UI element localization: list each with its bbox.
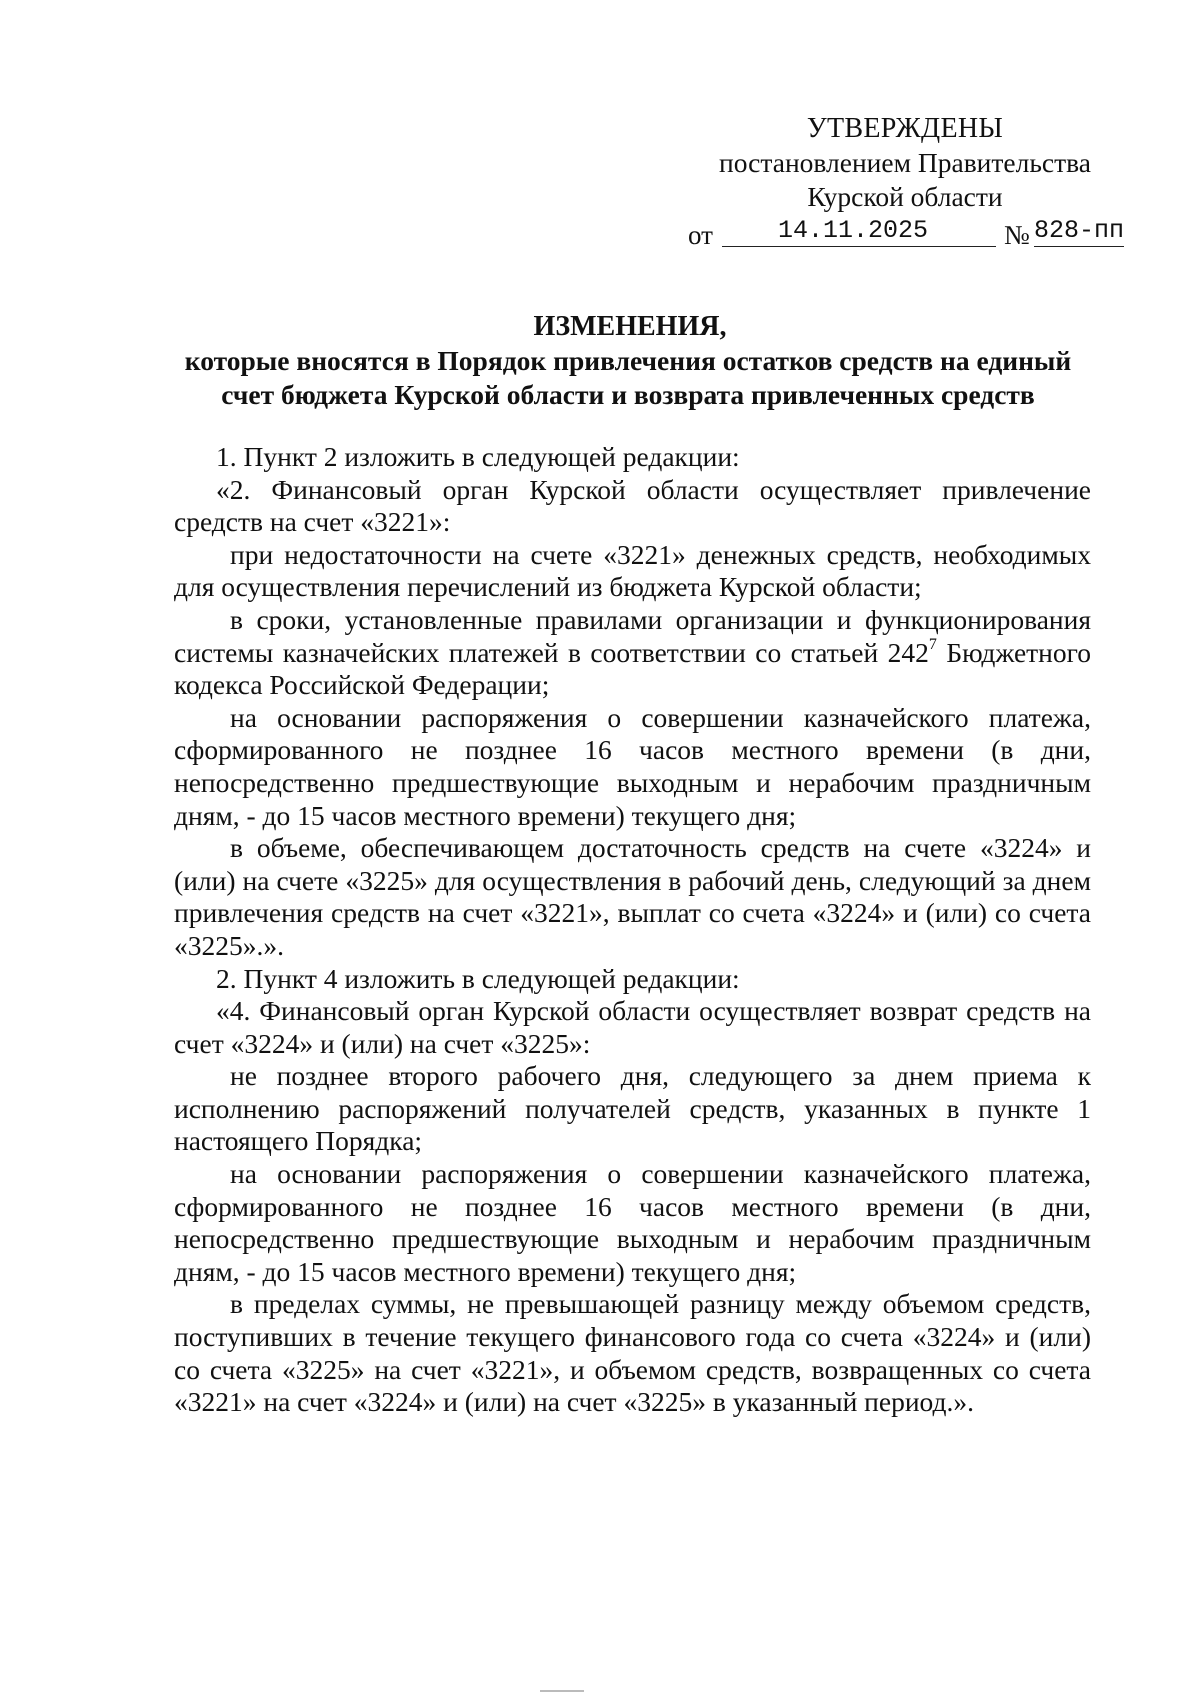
paragraph: [174, 604, 1091, 702]
paragraph: в пределах суммы, не превышающей разницу между объемом средств, поступивших в течение текущего финансового года со счета «3224» и (или) со счета «3225» на счет «3221», и объемом средств, возвращенных со счета «3221» на счет «3224» и (или) на счет «3225» в указанный период.».: [174, 1288, 1091, 1418]
approval-block: [690, 112, 1120, 214]
paragraph: «4. Финансовый орган Курской области осуществляет возврат средств на счет «3224» и (или) на счет «3225»:: [174, 995, 1091, 1059]
approval-line-2: Курской области: [807, 181, 1003, 212]
document-title: ИЗМЕНЕНИЯ,: [533, 311, 727, 342]
paragraph: «2. Финансовый орган Курской области осуществляет привлечение средств на счет «3221»:: [174, 473, 1091, 538]
decree-date: 14.11.2025: [778, 216, 929, 245]
paragraph: в объеме, обеспечивающем достаточность средств на счете «3224» и (или) на счете «3225» для осуществления в рабочий день, следующий за днем привлечения средств на счет «3221», выплат со счета «3224» и (или) со счета «3225».».: [174, 832, 1091, 961]
decree-number: 828-пп: [1034, 216, 1125, 245]
approval-heading: УТВЕРЖДЕНЫ: [806, 113, 1004, 144]
article-superscript: 7: [928, 635, 937, 653]
date-number-row: [686, 216, 1126, 252]
date-prefix: от: [688, 220, 713, 250]
paragraph: 1. Пункт 2 изложить в следующей редакции:: [216, 441, 740, 472]
paragraph: на основании распоряжения о совершении казначейского платежа, сформированного не позднее 16 часов местного времени (в дни, непосредственно предшествующие выходным и нерабочим праздничным дням, - до 15 часов местного времени) текущего дня;: [174, 701, 1091, 831]
document-subtitle: которые вносятся в Порядок привлечения остатков средств на единый счет бюджета Курской области и возврата привлеченных средств: [184, 345, 1072, 410]
paragraph: при недостаточности на счете «3221» денежных средств, необходимых для осуществления перечислений из бюджета Курской области;: [174, 538, 1091, 603]
approval-line-1: постановлением Правительства: [719, 147, 1091, 178]
scan-mark: [540, 1690, 584, 1692]
number-label: №: [1004, 220, 1030, 250]
paragraph: на основании распоряжения о совершении казначейского платежа, сформированного не позднее 16 часов местного времени (в дни, непосредственно предшествующие выходным и нерабочим праздничным дням, - до 15 часов местного времени) текущего дня;: [174, 1158, 1091, 1287]
document-body: [174, 441, 1091, 1419]
paragraph-text: в сроки, установленные правилами организации и функционирования системы казначейских платежей в соответствии со статьей 242: [174, 603, 1091, 668]
paragraph: 2. Пункт 4 изложить в следующей редакции:: [216, 962, 740, 994]
paragraph-text: Бюджетного кодекса Российской Федерации;: [174, 636, 1091, 701]
paragraph: не позднее второго рабочего дня, следующего за днем приема к исполнению распоряжений получателей средств, указанных в пункте 1 настоящего Порядка;: [174, 1060, 1091, 1157]
